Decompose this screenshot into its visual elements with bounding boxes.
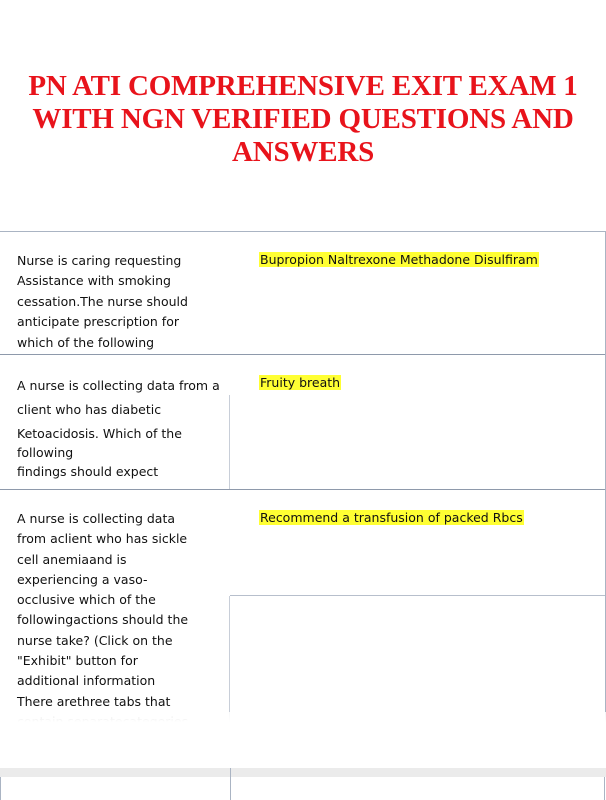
answer-cell — [259, 252, 539, 268]
question-line: experiencing a vaso- — [17, 571, 148, 587]
page-break-band — [0, 768, 606, 777]
title-line: ANSWERS — [231, 136, 375, 168]
answer-highlight: Fruity breath — [260, 375, 341, 390]
answer-highlight: Recommend a transfusion of packed Rbcs — [260, 510, 523, 525]
question-cell — [17, 509, 222, 732]
qa-row — [0, 232, 605, 355]
title-line: WITH NGN VERIFIED QUESTIONS AND — [32, 103, 574, 135]
question-line: There arethree tabs that — [17, 693, 171, 709]
question-line: "Exhibit" button for — [17, 653, 138, 669]
next-page-border-right — [604, 777, 605, 800]
question-line: from aclient who has sickle — [17, 531, 188, 547]
cell-divider — [230, 595, 605, 596]
qa-row — [0, 355, 605, 490]
question-line: which of the following — [17, 334, 155, 350]
next-page-column-divider — [230, 768, 231, 800]
question-line: cessation.The nurse should — [17, 293, 188, 309]
question-line: nurse take? (Click on the — [17, 632, 173, 648]
question-line: client who has diabetic — [17, 402, 162, 417]
next-page-border-left — [0, 777, 1, 800]
qa-table — [0, 231, 606, 770]
question-line: Nurse is caring requesting — [17, 253, 182, 268]
question-line: A nurse is collecting data — [17, 511, 176, 526]
question-line: A nurse is collecting data from a — [17, 378, 220, 393]
question-line: additional information — [17, 673, 156, 689]
answer-highlight: Bupropion Naltrexone Methadone Disulfiram — [260, 252, 538, 267]
question-line: findings should expect — [17, 464, 159, 479]
answer-cell — [259, 375, 341, 391]
title-line: PN ATI COMPREHENSIVE EXIT EXAM 1 — [28, 70, 578, 102]
page-fade — [0, 712, 606, 768]
document-title — [0, 70, 606, 169]
question-cell — [17, 251, 222, 353]
question-line: anticipate prescription for — [17, 314, 179, 330]
question-line: occlusive which of the — [17, 592, 156, 608]
question-line: followingactions should the — [17, 612, 189, 628]
column-divider — [229, 395, 230, 489]
question-line: Assistance with smoking — [17, 273, 171, 289]
question-line: cell anemiaand is — [17, 551, 127, 567]
question-cell — [17, 374, 222, 484]
question-line: following — [17, 445, 74, 460]
answer-cell — [259, 510, 524, 526]
question-line: Ketoacidosis. Which of the — [17, 426, 182, 441]
